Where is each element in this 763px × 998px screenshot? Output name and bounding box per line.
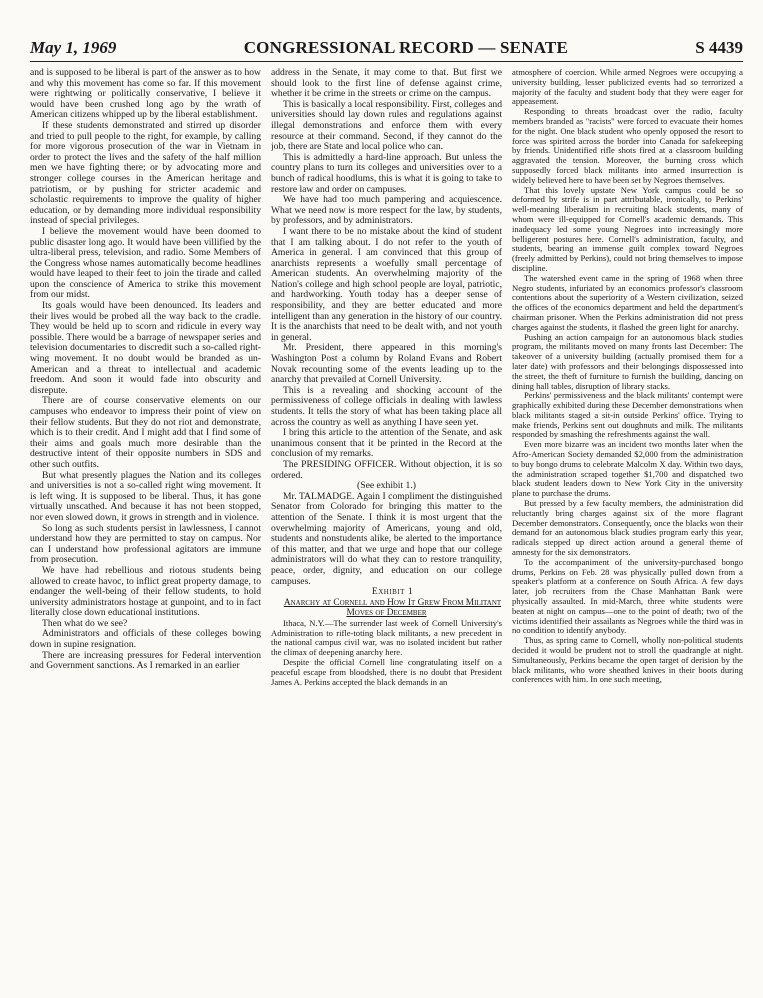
paragraph: This is admittedly a hard-line approach. But unless the country plans to turn its colleges and universities over to a bunch of radical hoodlums, this is what it is going to take to restore law and order on campuses. — [271, 151, 502, 195]
paragraph: The PRESIDING OFFICER. Without objection, it is so ordered. — [271, 458, 502, 481]
paragraph: There are of course conservative elements on our campuses who endeavor to impress their point of view on their fellow students. But they do not riot and demonstrate, which is to their credit. And I might add that I find some of their aims and goals much more desirable than the destructive intent of their opposite numbers in SDS and other such outfits. — [30, 395, 261, 470]
paragraph: Mr. TALMADGE. Again I compliment the distinguished Senator from Colorado for bringing this matter to the attention of the Senate. I think it is most urgent that the overwhelming majority of Americans, young and old, students and nonstudents alike, be alerted to the importance of this matter, and that we urge and hope that our college administrators will do what they can to restore tranquility, peace, order, dignity, and education on our college campuses. — [271, 490, 502, 587]
paragraph: Responding to threats broadcast over the radio, faculty members branded as "racists" were forced to evacuate their homes for the night. One black student who openly opposed the resort to force was spirited across the border into Canada for safekeeping by friends. Unidentified rifle shots fired at a classroom building aggravated the tension. Moreover, the burning cross which supposedly forced black militants into armed insurrection is widely believed here to have been set by Negroes themselves. — [512, 106, 743, 185]
paragraph: Even more bizarre was an incident two months later when the Afro-American Society demanded $2,000 from the administration to buy bongo drums to celebrate Malcolm X day. Within two days, the administration scraped together $1,700 and dispatched two black student leaders down to New York City in the university plane to purchase the drums. — [512, 439, 743, 499]
paragraph: Administrators and officials of these colleges bowing down in supine resignation. — [30, 628, 261, 651]
paragraph: There are increasing pressures for Federal intervention and Government sanctions. As I remarked in an earlier — [30, 649, 261, 672]
paragraph: I bring this article to the attention of the Senate, and ask unanimous consent that it be printed in the Record at the conclusion of my remarks. — [271, 427, 502, 460]
paragraph: The watershed event came in the spring of 1968 when three Negro students, infuriated by an economics professor's classroom contentions about the superiority of a Western civilization, seized the offices of the economics department and held the department's chairman prisoner. When the Perkins administration did not press charges against the students, it flashed the green light for anarchy. — [512, 272, 743, 332]
paragraph: (See exhibit 1.) — [357, 480, 416, 492]
header-date: May 1, 1969 — [30, 38, 117, 57]
paragraph: Despite the official Cornell line congratulating itself on a peaceful escape from bloodshed, there is no doubt that President James A. Perkins accepted the black demands in an — [271, 657, 502, 687]
paragraph: This is a revealing and shocking account of the permissiveness of college officials in dealing with lawless students. It tells the story of what has been taking place all across the country as well as anything I have seen yet. — [271, 384, 502, 428]
paragraph: But what presently plagues the Nation and its colleges and universities is not a so-called right wing movement. It is left wing. It is supposed to be liberal. Thus, it has gone virtually unscathed. And because it has not been stopped, nor even slowed down, it grows in strength and in violence. — [30, 469, 261, 523]
paragraph: Then what do we see? — [42, 617, 128, 629]
paragraph: To the accompaniment of the university-purchased bongo drums, Perkins on Feb. 28 was physically pulled down from a speaker's platform at a conference on South Africa. A few days later, job recruiters from the Chase Manhattan Bank were physically assaulted. In mid-March, three white students were beaten at night on campus—one to the point of death; two of the victims identified their assailants as Negroes while the third was in no condition to identify anybody. — [512, 556, 743, 636]
column-1 — [30, 68, 261, 998]
paragraph: We have had rebellious and riotous students being allowed to create havoc, to inflict great property damage, to endanger the well-being of their fellow students, to hold university administrators hostage at gunpoint, and to in fact literally close down educational institutions. — [30, 564, 261, 619]
column-3 — [512, 68, 743, 998]
paragraph: That this lovely upstate New York campus could be so deformed by strife is in part attributable, ironically, to Perkins' well-meaning liberalism in recruiting black students, many of whom were ill-equipped for Cornell's academic demands. This inadequacy led some young Negroes into increasingly more belligerent postures here. Cornell's administration, faculty, and students, bearing an immense guilt complex toward Negroes (freely admitted by Perkins), could not bring themselves to impose discipline. — [512, 184, 743, 273]
text-columns — [30, 68, 743, 998]
paragraph: This is basically a local responsibility. First, colleges and universities should lay down rules and regulations against illegal demonstrations and enforce them with every resource at their command. Second, if they cannot do the job, there are State and local police who can. — [271, 98, 502, 153]
paragraph: If these students demonstrated and stirred up disorder and tried to pull people to the right, for example, by calling for more vigorous prosecution of the war in Vietnam in order to protect the lives and the safety of the half million men we have fighting there; or by advocating more and stronger college courses in the American heritage and patriotism, or by pushing for stricter academic and scholastic requirements to improve the quality of higher education, or by demanding more individual responsibility instead of special privileges. — [30, 119, 261, 227]
paragraph: address in the Senate, it may come to that. But first we should look to the first line of defense against crime, whether it be crime in the streets or crime on the campus. — [271, 68, 502, 100]
exhibit-label: Exhibit 1 — [371, 586, 414, 598]
page-header — [30, 38, 743, 62]
paragraph: Thus, as spring came to Cornell, wholly non-political students decided it would be prudent not to stroll the quadrangle at night. Simultaneously, Perkins became the open target of derision by the black militants, who wore sheathed knives in their boots during conferences with him. In one such meeting, — [512, 635, 743, 685]
paragraph: and is supposed to be liberal is part of the answer as to how and why this movement has come so far. If this movement were rightwing or politically conservative, I believe it would have been crushed long ago by the wrath of American citizens whipped up by the liberal establishment. — [30, 68, 261, 121]
paragraph: So long as such students persist in lawlessness, I cannot understand how they are permitted to stay on campus. Nor can I understand how professional agitators are immune from prosecution. — [30, 522, 261, 566]
paragraph: We have had too much pampering and acquiescence. What we need now is more respect for the law, by students, by professors, and by administrators. — [271, 194, 502, 227]
column-2 — [271, 68, 502, 998]
header-title: CONGRESSIONAL RECORD — SENATE — [243, 38, 568, 57]
header-page-number: S 4439 — [695, 38, 743, 57]
paragraph: Ithaca, N.Y.—The surrender last week of Cornell University's Administration to rifle-toting black militants, a new precedent in the national campus civil war, was no isolated incident but rather the climax of deepening anarchy here. — [271, 617, 502, 658]
paragraph: I want there to be no mistake about the kind of student that I am talking about. I do not refer to the youth of America in general. I am convinced that this group of anarchists represents a woefully small percentage of American students. An overwhelming majority of the Nation's college and high school people are loyal, patriotic, and hardworking. Youth today has a deeper sense of responsibility, and they are better educated and more intelligent than any generation in the history of our country. It is the anarchists that need to be dealt with, and not youth in general. — [271, 225, 502, 343]
paragraph: But pressed by a few faculty members, the administration did reluctantly bring charges against six of the more flagrant December demonstrators. Consequently, once the blacks won their demand for an autonomous black studies program early this year, radicals stepped up direct action around a general theme of amnesty for the six demonstrators. — [512, 498, 743, 558]
paragraph: Mr. President, there appeared in this morning's Washington Post a column by Roland Evans and Robert Novak recounting some of the events leading up to the anarchy that prevailed at Cornell University. — [271, 342, 502, 386]
paragraph: atmosphere of coercion. While armed Negroes were occupying a university building, lesser publicized events had so terrorized a majority of the faculty and student body that they were eager for appeasement. — [512, 68, 743, 107]
paragraph: Perkins' permissiveness and the black militants' contempt were graphically exhibited during these December demonstrations when black militants staged a sit-in outside Perkins' office. Trying to make friends, Perkins sent out doughnuts and milk. The militants responded by smashing the refreshments against the wall. — [512, 390, 743, 440]
paragraph: I believe the movement would have been doomed to public disaster long ago. It would have been villified by the ultra-liberal press, television, and radio. Some Members of the Congress whose names automatically become headlines would have leaped to their feet to join the tirade and called upon the conscience of America to strike this movement from our midst. — [30, 225, 261, 301]
paragraph: Its goals would have been denounced. Its leaders and their lives would be probed all the way back to the cradle. They would be held up to scorn and ridicule in every way possible. There would be a barrage of newspaper series and television documentaries to discredit such a so-called right-wing movement. It no doubt would be branded as un-American and a threat to intellectual and academic freedom. And soon it would fade into obscurity and disrepute. — [30, 300, 261, 396]
article-title: Anarchy at Cornell and How It Grew From Militant Moves of December — [283, 597, 502, 619]
paragraph: Pushing an action campaign for an autonomous black studies program, the militants moved on many fronts last December: The takeover of a university building (actually promised them for a later date) with professors and their belongings dispossessed into the street, the theft of furniture to furnish the building, dancing on dining hall tables, disruption of library stacks. — [512, 331, 743, 391]
